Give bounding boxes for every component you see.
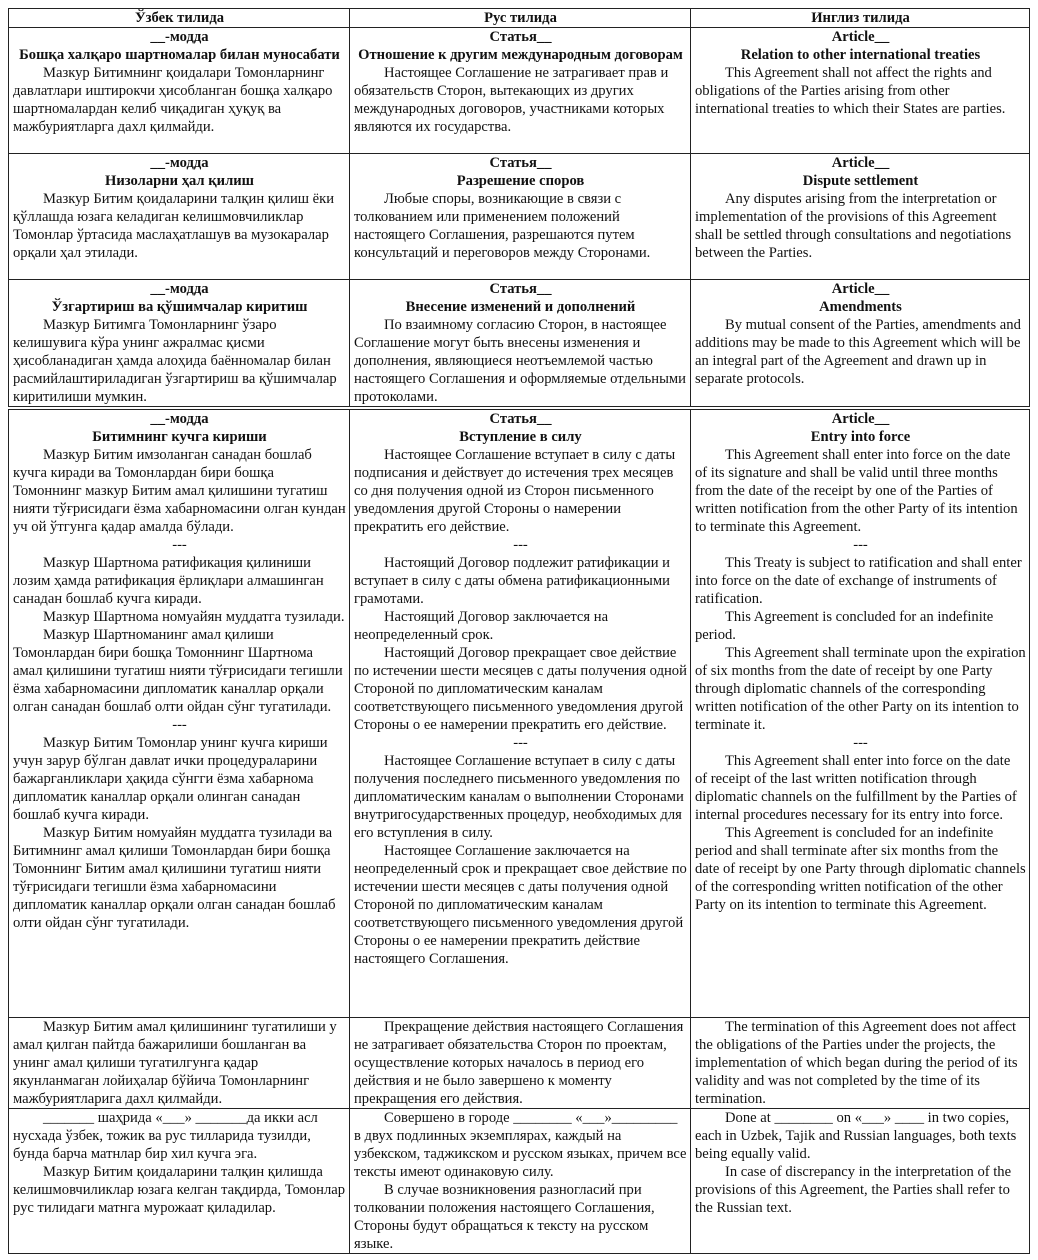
article-number: Article__ (831, 411, 890, 427)
paragraph: Мазкур Шартнома ратификация қилиниши лозим ҳамда ратификация ёрлиқлари алмашинган санадан бошлаб кучга киради. (13, 555, 324, 607)
cell-uzbek (9, 1108, 350, 1253)
paragraph: Done at ________ on «___» ____ in two copies, each in Uzbek, Tajik and Russian languages, both texts being equally valid. (695, 1109, 1017, 1162)
article-number: __-модда (150, 29, 209, 45)
paragraph: Любые споры, возникающие в связи с толкованием или применением положений настоящего Соглашения, разрешаются путем консультаций и переговоров между Сторонами. (354, 191, 651, 261)
paragraph: Прекращение действия настоящего Соглашения не затрагивает обязательства Сторон по проектам, осуществление которых началось в период его действия и не было завершено к моменту прекращения его действия. (354, 1018, 684, 1107)
paragraph: В случае возникновения разногласий при толковании положения настоящего Соглашения, Стороны будут обращаться к тексту на русском языке. (354, 1181, 655, 1252)
paragraph: _______ шаҳрида «___» _______да икки асл нусхада ўзбек, тожик ва рус тилларида тузилди, бунда барча матнлар бир хил кучга эга. (13, 1109, 318, 1162)
article-title: Бошқа халқаро шартномалар билан муносабати (19, 47, 340, 63)
paragraph: This Treaty is subject to ratification and shall enter into force on the date of exchange of instruments of ratification. (695, 555, 1022, 607)
header-russian: Рус тилида (350, 9, 691, 28)
article-title: Низоларни ҳал қилиш (104, 173, 254, 189)
article-number: __-модда (150, 281, 209, 297)
paragraph: Мазкур Шартноманинг амал қилиши Томонлардан бири бошқа Томоннинг Шартнома амал қилишини тугатиш нияти тўғрисидаги тегишли ёзма хабарномасини дипломатик каналлар орқали олган санадан бошлаб олти ойдан сўнг тугатилади. (13, 627, 343, 715)
paragraph: Мазкур Битим номуайян муддатга тузилади ва Битимнинг амал қилиши Томонлардан бири бошқа Томоннинг Битим амал қилишини тугатиш нияти тўғрисидаги тегишли ёзма хабарномасини дипломатик каналлар орқали олган санадан бошлаб олти ойдан сўнг тугатилади. (13, 825, 336, 931)
paragraph: This Agreement is concluded for an indefinite period and shall terminate after six months from the date of receipt by one Party through diplomatic channels of the corresponding written notification of the other Party on its intention to terminate this Agreement. (695, 825, 1026, 913)
cell-english (691, 154, 1030, 280)
article-number: Статья__ (489, 155, 552, 171)
cell-russian (350, 408, 691, 1017)
article-title: Relation to other international treaties (740, 47, 981, 63)
paragraph: This Agreement is concluded for an indefinite period. (695, 609, 994, 643)
paragraph: The termination of this Agreement does not affect the obligations of the Parties under the projects, the implementation of which began during the period of its validity and was not completed by the time of its termination. (695, 1018, 1018, 1107)
article-number: Статья__ (489, 281, 552, 297)
article-title: Внесение изменений и дополнений (405, 299, 636, 315)
article-title: Разрешение споров (456, 173, 585, 189)
paragraph: Мазкур Битим қоидаларини талқин қилишда келишмовчиликлар юзага келган тақдирда, Томонлар рус тилидаги матнга мурожаат қиладилар. (13, 1163, 345, 1216)
paragraph: Совершено в городе ________ «___»_________ в двух подлинных экземплярах, каждый на узбекском, таджикском и русском языках, причем все тексты имеют одинаковую силу. (354, 1109, 687, 1180)
paragraph: This Agreement shall enter into force on the date of its signature and shall be valid until three months from the date of the receipt by one of the Parties of written notification from the other Party of its intention to terminate this Agreement. (695, 447, 1018, 535)
cell-uzbek (9, 1017, 350, 1108)
cell-russian (350, 1017, 691, 1108)
separator: --- (172, 537, 187, 553)
article-title: Amendments (819, 299, 902, 315)
header-uzbek: Ўзбек тилида (9, 9, 350, 28)
table-row (9, 280, 1030, 409)
paragraph: Мазкур Битим қоидаларини талқин қилиш ёки қўллашда юзага келадиган келишмовчиликлар Томонлар ўртасида маслаҳатлашув ва музокаралар орқали ҳал этилади. (13, 191, 335, 261)
table-row (9, 1017, 1030, 1108)
article-number: Article__ (831, 155, 890, 171)
cell-russian (350, 154, 691, 280)
header-row (9, 9, 1030, 28)
separator: --- (172, 717, 187, 733)
article-number: __-модда (150, 411, 209, 427)
paragraph: Мазкур Битим имзоланган санадан бошлаб кучга киради ва Томонлардан бири бошқа Томоннинг мазкур Битим амал қилишини тугатиш нияти тўғрисидаги ёзма хабарномасини олган кундан уч ой ўтгунга қадар амалда бўлади. (13, 447, 346, 535)
separator: --- (853, 735, 868, 751)
paragraph: Настоящее Соглашение вступает в силу с даты подписания и действует до истечения трех месяцев со дня получения одной из Сторон письменного уведомления другой Стороны о намерении прекратить его действие. (354, 447, 676, 535)
article-title: Ўзгартириш ва қўшимчалар киритиш (51, 299, 308, 315)
table-row (9, 1108, 1030, 1253)
paragraph: Настоящее Соглашение заключается на неопределенный срок и прекращает свое действие по истечении шести месяцев с даты получения одной Стороной по дипломатическим каналам соответствующего письменного уведомления другой Стороны о ее намерении прекратить действие настоящего Соглашения. (354, 843, 687, 967)
paragraph: По взаимному согласию Сторон, в настоящее Соглашение могут быть внесены изменения и дополнения, являющиеся неотъемлемой частью настоящего Соглашения и оформляемые отдельными протоколами. (354, 317, 686, 405)
article-title: Отношение к другим международным договорам (358, 47, 683, 63)
separator: --- (513, 537, 528, 553)
paragraph: By mutual consent of the Parties, amendments and additions may be made to this Agreement which will be an integral part of the Agreement and drawn up in separate protocols. (695, 317, 1021, 387)
paragraph: Настоящее Соглашение не затрагивает прав и обязательств Сторон, вытекающих из других международных договоров, участниками которых являются их государства. (354, 65, 669, 135)
article-title: Вступление в силу (459, 429, 582, 445)
cell-uzbek (9, 408, 350, 1017)
header-english: Инглиз тилида (691, 9, 1030, 28)
paragraph: Мазкур Битим Томонлар унинг кучга кириши учун зарур бўлган давлат ички процедураларини бажарганликлари ҳақида сўнгги ёзма хабарнома дипломатик каналлар орқали олинган санадан бошлаб кучга киради. (13, 735, 328, 823)
paragraph: Any disputes arising from the interpretation or implementation of the provisions of this Agreement shall be settled through consultations and negotiations between the Parties. (695, 191, 1012, 261)
article-title: Entry into force (810, 429, 911, 445)
cell-uzbek (9, 280, 350, 409)
paragraph: Настоящее Соглашение вступает в силу с даты получения последнего письменного уведомления по дипломатическим каналам о выполнении Сторонами внутригосударственных процедур, необходимых для его вступления в силу. (354, 753, 684, 841)
article-number: __-модда (150, 155, 209, 171)
table-row (9, 28, 1030, 154)
cell-english (691, 28, 1030, 154)
cell-english (691, 280, 1030, 409)
separator: --- (513, 735, 528, 751)
table-row (9, 154, 1030, 280)
paragraph: Мазкур Битим амал қилишининг тугатилиши у амал қилган пайтда бажарилиши бошланган ва унинг амал қилиши тугатилгунга қадар якунланмаган лойиҳалар бўйича Томонларнинг мажбуриятларига дахл қилмайди. (13, 1018, 337, 1107)
paragraph: Настоящий Договор заключается на неопределенный срок. (354, 609, 609, 643)
cell-russian (350, 280, 691, 409)
cell-russian (350, 1108, 691, 1253)
paragraph: This Agreement shall not affect the rights and obligations of the Parties arising from other international treaties to which their States are parties. (695, 65, 1006, 117)
paragraph: In case of discrepancy in the interpretation of the provisions of this Agreement, the Parties shall refer to the Russian text. (695, 1163, 1012, 1216)
paragraph: Настоящий Договор прекращает свое действие по истечении шести месяцев с даты получения одной Стороной по дипломатическим каналам соответствующего письменного уведомления другой Стороны о ее намерении прекратить его действие. (354, 645, 687, 733)
cell-russian (350, 28, 691, 154)
cell-uzbek (9, 154, 350, 280)
article-title: Битимнинг кучга кириши (92, 429, 267, 445)
paragraph: This Agreement shall enter into force on the date of receipt of the last written notification through diplomatic channels on the fulfillment by the Parties of internal procedures necessary for its entry into force. (695, 753, 1017, 823)
cell-english (691, 1017, 1030, 1108)
article-title: Dispute settlement (802, 173, 919, 189)
article-number: Article__ (831, 29, 890, 45)
article-number: Статья__ (489, 29, 552, 45)
paragraph: Мазкур Битимга Томонларнинг ўзаро келишувига кўра унинг ажралмас қисми ҳисобланадиган ҳамда алоҳида баённомалар билан расмийлаштириладиган ўзгартириш ва қўшимчалар киритилиши мумкин. (13, 317, 337, 405)
separator: --- (853, 537, 868, 553)
paragraph: Мазкур Шартнома номуайян муддатга тузилади. (43, 609, 345, 625)
paragraph: This Agreement shall terminate upon the expiration of six months from the date of receipt by one Party through diplomatic channels of the corresponding written notification of the other Party on its intention to terminate it. (695, 645, 1026, 733)
paragraph: Мазкур Битимнинг қоидалари Томонларнинг давлатлари иштирокчи ҳисобланган бошқа халқаро шартномалардан келиб чиқадиган ҳуқуқ ва мажбуриятларга дахл қилмайди. (13, 65, 333, 135)
table-row (9, 408, 1030, 1017)
cell-english (691, 1108, 1030, 1253)
article-number: Article__ (831, 281, 890, 297)
cell-uzbek (9, 28, 350, 154)
trilingual-agreement-table (8, 8, 1030, 1254)
article-number: Статья__ (489, 411, 552, 427)
paragraph: Настоящий Договор подлежит ратификации и вступает в силу с даты обмена ратификационными грамотами. (354, 555, 670, 607)
cell-english (691, 408, 1030, 1017)
